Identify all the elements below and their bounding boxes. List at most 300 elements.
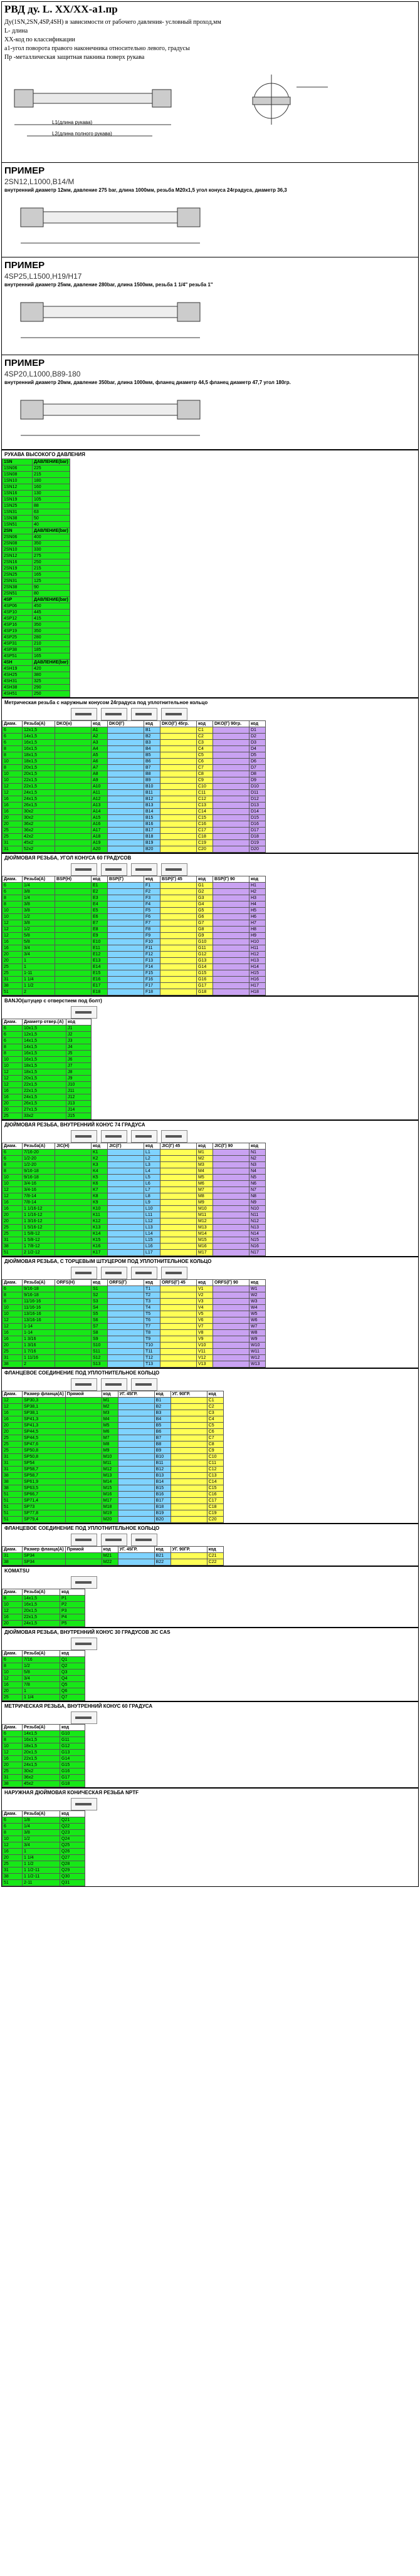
column-header: код <box>66 1019 92 1026</box>
table-cell <box>108 1156 144 1162</box>
fitting-icon <box>101 1267 127 1279</box>
table-cell <box>65 1423 102 1429</box>
table-cell <box>160 1286 197 1292</box>
table-cell: E7 <box>92 920 108 927</box>
table-cell: 6 <box>3 883 23 889</box>
hose-row <box>3 603 70 610</box>
table-row <box>3 1299 266 1305</box>
table-cell: A7 <box>92 765 108 771</box>
table-cell: 3/8 <box>23 889 55 895</box>
table-cell: C14 <box>197 809 213 815</box>
hose-schematic <box>2 62 418 162</box>
table-cell: C10 <box>197 784 213 790</box>
fitting-icon <box>131 863 157 876</box>
table-cell: K16 <box>92 1244 108 1250</box>
table-cell: 8 <box>3 1044 23 1051</box>
fitting-icon <box>101 708 127 720</box>
table-cell: B7 <box>144 765 160 771</box>
hose-code: 2SN12 <box>3 553 33 559</box>
table-cell: A11 <box>92 790 108 796</box>
table-cell: B12 <box>144 796 160 802</box>
table-cell <box>55 1181 92 1187</box>
column-header: код <box>60 1651 85 1657</box>
table-cell <box>108 964 144 970</box>
table-cell: 16x1,5 <box>23 1737 60 1743</box>
table-cell: Q27 <box>60 1855 85 1861</box>
table-cell: C5 <box>207 1423 223 1429</box>
table-cell <box>160 1311 197 1317</box>
table-cell <box>213 828 249 834</box>
table-cell: B15 <box>154 1485 171 1492</box>
hose-code: 2SN19 <box>3 566 33 572</box>
column-header: JIC(Г) <box>108 1143 144 1150</box>
table-cell: A19 <box>92 840 108 846</box>
table-cell: 20 <box>3 1218 23 1225</box>
table-cell: D7 <box>249 765 266 771</box>
table-row <box>3 989 266 995</box>
fitting-pictures <box>2 1710 418 1724</box>
table-cell <box>160 939 197 945</box>
table-cell: T7 <box>144 1324 160 1330</box>
table-row <box>3 752 266 759</box>
table-cell <box>65 1510 102 1517</box>
table-cell: B9 <box>144 777 160 784</box>
table-cell: 20 <box>3 821 23 828</box>
hose-row <box>3 666 70 672</box>
table-cell <box>213 765 249 771</box>
table-cell <box>55 1317 92 1324</box>
hose-code: 4SH38 <box>3 685 33 691</box>
table-row <box>3 1517 224 1523</box>
table-cell: M21 <box>102 1553 118 1559</box>
table-cell: 7/8 <box>23 1682 60 1688</box>
table-cell: G13 <box>60 1750 85 1756</box>
table-cell: 1/2 <box>23 1663 60 1670</box>
fitting-pictures <box>2 707 418 720</box>
table-cell <box>213 1206 249 1212</box>
table-cell: A18 <box>92 834 108 840</box>
table-cell: C7 <box>197 765 213 771</box>
hose-group-name: 4SH <box>3 660 33 666</box>
table-cell: 20 <box>3 1101 23 1107</box>
table-cell: 20 <box>3 1107 23 1113</box>
table-cell: D20 <box>249 846 266 853</box>
fitting-pictures <box>2 1797 418 1810</box>
table-row <box>3 1101 92 1107</box>
table-row <box>3 1150 266 1156</box>
fitting-icon <box>161 1130 187 1143</box>
table-cell <box>213 945 249 952</box>
hose-pressure: 350 <box>33 628 70 635</box>
table-cell: 12 <box>3 1069 23 1076</box>
table-row <box>3 1608 85 1614</box>
table-cell <box>55 1250 92 1256</box>
table-cell <box>160 840 197 846</box>
table-cell: C7 <box>207 1435 223 1441</box>
table-cell: J11 <box>66 1088 92 1094</box>
table-cell: 3/8 <box>23 908 55 914</box>
table-cell: 12 <box>3 920 23 927</box>
table-cell: 51 <box>3 1510 23 1517</box>
table-cell: D12 <box>249 796 266 802</box>
table-cell <box>160 1181 197 1187</box>
table-cell <box>213 1292 249 1299</box>
table-cell: 31 <box>3 1775 23 1781</box>
table-cell: 3/8 <box>23 901 55 908</box>
table-cell <box>160 1299 197 1305</box>
table-cell <box>213 740 249 746</box>
hose-code: 2SN16 <box>3 559 33 566</box>
table-cell: N14 <box>249 1231 266 1237</box>
hose-code: 4SP10 <box>3 610 33 616</box>
table-cell: M5 <box>102 1423 118 1429</box>
table-cell <box>118 1454 154 1460</box>
table-cell: N6 <box>249 1181 266 1187</box>
data-table <box>2 1546 224 1566</box>
table-cell: 10 <box>3 908 23 914</box>
table-section-metric60 <box>1 1701 419 1788</box>
table-cell: D9 <box>249 777 266 784</box>
table-cell: 1/2 <box>23 914 55 920</box>
hose-row <box>3 566 70 572</box>
table-row <box>3 1836 85 1842</box>
table-cell: W3 <box>249 1299 266 1305</box>
table-cell: G12 <box>60 1743 85 1750</box>
table-row <box>3 927 266 933</box>
table-cell: G17 <box>60 1775 85 1781</box>
table-cell: A1 <box>92 727 108 734</box>
table-cell: M4 <box>197 1168 213 1175</box>
table-cell <box>108 746 144 752</box>
table-cell: D17 <box>249 828 266 834</box>
table-cell: G7 <box>197 920 213 927</box>
table-cell <box>108 908 144 914</box>
column-header: Резьба(А) <box>23 1589 60 1596</box>
table-row <box>3 983 266 989</box>
table-row <box>3 1225 266 1231</box>
table-cell: 51 <box>3 1880 23 1886</box>
hose-code: 2SN51 <box>3 591 33 597</box>
table-cell <box>213 908 249 914</box>
legend-line: XX-код по классификации <box>4 36 75 43</box>
column-header: код <box>102 1391 118 1398</box>
fitting-icon <box>131 1267 157 1279</box>
table-cell <box>108 901 144 908</box>
table-cell: 24x1,5 <box>23 1621 60 1627</box>
table-cell: V12 <box>197 1355 213 1361</box>
table-cell: E3 <box>92 895 108 901</box>
fitting-icon <box>131 1378 157 1391</box>
table-cell: SP41,3 <box>23 1423 66 1429</box>
table-cell: Q23 <box>60 1830 85 1836</box>
hose-pressure: 420 <box>33 666 70 672</box>
table-cell: G14 <box>197 964 213 970</box>
example-code: 2SN12,L1000,B14/M <box>4 177 75 186</box>
table-cell <box>55 834 92 840</box>
table-cell <box>213 1324 249 1330</box>
table-cell: C4 <box>197 746 213 752</box>
table-cell: SP77,8 <box>23 1510 66 1517</box>
table-row <box>3 1343 266 1349</box>
table-cell: M2 <box>102 1404 118 1410</box>
table-cell: G18 <box>197 989 213 995</box>
column-header: код <box>92 876 108 883</box>
hose-row <box>3 610 70 616</box>
table-cell: 10 <box>3 1181 23 1187</box>
table-cell: E12 <box>92 952 108 958</box>
table-cell: 3/4 <box>23 1676 60 1682</box>
table-cell <box>213 977 249 983</box>
table-cell: N13 <box>249 1225 266 1231</box>
table-cell: 38 <box>3 1244 23 1250</box>
hose-code: 4SH51 <box>3 691 33 697</box>
table-row <box>3 1479 224 1485</box>
table-cell: H17 <box>249 983 266 989</box>
table-cell: 16 <box>3 1416 23 1423</box>
table-cell: G1 <box>197 883 213 889</box>
table-cell: 38 <box>3 1473 23 1479</box>
table-row <box>3 1416 224 1423</box>
table-cell: C18 <box>207 1504 223 1510</box>
hose-code: 1SN31 <box>3 509 33 516</box>
table-cell <box>65 1435 102 1441</box>
table-cell: B17 <box>154 1498 171 1504</box>
table-cell: G10 <box>197 939 213 945</box>
table-cell <box>160 1292 197 1299</box>
table-cell <box>213 1349 249 1355</box>
table-cell: E5 <box>92 908 108 914</box>
hose-pressure: 215 <box>33 566 70 572</box>
table-cell: L10 <box>144 1206 160 1212</box>
table-cell <box>55 840 92 846</box>
hose-row <box>3 685 70 691</box>
table-cell: 20 <box>3 815 23 821</box>
table-row <box>3 1113 92 1119</box>
table-cell <box>160 727 197 734</box>
table-cell: Q31 <box>60 1880 85 1886</box>
table-cell: K12 <box>92 1218 108 1225</box>
table-cell: 12 <box>3 1676 23 1682</box>
table-cell <box>108 752 144 759</box>
table-cell: M14 <box>102 1479 118 1485</box>
fitting-icon <box>101 1534 127 1546</box>
hose-pressure: 63 <box>33 509 70 516</box>
table-cell <box>108 784 144 790</box>
table-row <box>3 1695 85 1701</box>
table-cell <box>55 1349 92 1355</box>
table-cell: 3/8 <box>23 920 55 927</box>
table-row <box>3 1676 85 1682</box>
table-cell <box>160 1218 197 1225</box>
table-row <box>3 1088 92 1094</box>
table-cell: E11 <box>92 945 108 952</box>
table-cell: D1 <box>249 727 266 734</box>
table-cell: A9 <box>92 777 108 784</box>
hose-pressure: 40 <box>33 522 70 528</box>
table-cell: D8 <box>249 771 266 777</box>
table-cell <box>55 889 92 895</box>
table-cell: 5/8 <box>23 1670 60 1676</box>
table-cell <box>160 1168 197 1175</box>
table-cell: 7/8-14 <box>23 1200 55 1206</box>
column-header: код <box>92 721 108 727</box>
table-row <box>3 1874 85 1880</box>
table-cell: F7 <box>144 920 160 927</box>
table-cell <box>213 834 249 840</box>
table-row <box>3 1063 92 1069</box>
hose-pressure: 185 <box>33 647 70 653</box>
hose-row <box>3 541 70 547</box>
table-cell: SP30,3 <box>23 1398 66 1404</box>
table-cell <box>213 889 249 895</box>
table-cell: SP73 <box>23 1504 66 1510</box>
table-cell: 1 1/2 <box>23 983 55 989</box>
table-cell: T4 <box>144 1305 160 1311</box>
column-header: BSP(Г) 90 <box>213 876 249 883</box>
table-cell <box>108 952 144 958</box>
table-cell <box>118 1404 154 1410</box>
table-cell: G3 <box>197 895 213 901</box>
hose-pressure: 380 <box>33 672 70 678</box>
table-cell: 16 <box>3 1330 23 1336</box>
table-row <box>3 1553 224 1559</box>
table-cell: B7 <box>154 1435 171 1441</box>
table-cell <box>160 1355 197 1361</box>
table-row <box>3 1781 85 1787</box>
table-cell <box>213 901 249 908</box>
table-row <box>3 1454 224 1460</box>
table-cell: M6 <box>197 1181 213 1187</box>
table-cell: G4 <box>197 901 213 908</box>
table-cell: B20 <box>154 1517 171 1523</box>
column-header: Резьба(А) <box>23 1280 55 1286</box>
table-cell <box>160 914 197 920</box>
hose-row <box>3 522 70 528</box>
table-cell: 8 <box>3 765 23 771</box>
table-header-row <box>3 1651 85 1657</box>
table-cell: S12 <box>92 1355 108 1361</box>
table-cell: 11/16-16 <box>23 1305 55 1311</box>
table-cell <box>213 952 249 958</box>
table-cell <box>55 771 92 777</box>
table-cell <box>55 828 92 834</box>
table-row <box>3 1250 266 1256</box>
table-cell: 6 <box>3 1286 23 1292</box>
table-cell: Q28 <box>60 1861 85 1867</box>
table-cell <box>55 1237 92 1244</box>
table-section-flange <box>1 1368 419 1524</box>
table-cell <box>160 883 197 889</box>
table-cell <box>160 1225 197 1231</box>
table-cell: P2 <box>60 1602 85 1608</box>
table-cell <box>55 1343 92 1349</box>
table-row <box>3 790 266 796</box>
table-cell: 36x2 <box>23 821 55 828</box>
table-cell <box>108 828 144 834</box>
table-cell: B8 <box>154 1441 171 1448</box>
table-cell: C9 <box>207 1448 223 1454</box>
table-cell: 20 <box>3 1855 23 1861</box>
table-row <box>3 1181 266 1187</box>
table-cell: A15 <box>92 815 108 821</box>
fitting-icon <box>71 863 97 876</box>
table-cell: 18x1,5 <box>23 1743 60 1750</box>
table-cell: 36x2 <box>23 1775 60 1781</box>
fitting-icon <box>71 1267 97 1279</box>
table-cell <box>108 1244 144 1250</box>
hose-row <box>3 509 70 516</box>
table-cell <box>213 927 249 933</box>
table-cell: C16 <box>197 821 213 828</box>
column-header: Размер фланца(А) <box>23 1391 66 1398</box>
table-cell: H7 <box>249 920 266 927</box>
hose-code: 4SP51 <box>3 653 33 660</box>
table-cell <box>55 958 92 964</box>
table-cell: 12 <box>3 1193 23 1200</box>
table-cell: G12 <box>197 952 213 958</box>
table-cell: B13 <box>144 802 160 809</box>
table-cell: 1/4 <box>23 1824 60 1830</box>
data-table <box>2 876 266 995</box>
table-row <box>3 846 266 853</box>
table-cell: B2 <box>154 1404 171 1410</box>
table-cell: 1 7/16 <box>23 1349 55 1355</box>
fitting-icon <box>101 863 127 876</box>
table-cell: 16x1,5 <box>23 740 55 746</box>
table-cell: F16 <box>144 977 160 983</box>
table-cell: 33x2 <box>23 1113 66 1119</box>
table-cell: E1 <box>92 883 108 889</box>
table-cell <box>160 1349 197 1355</box>
hose-code: 4SP16 <box>3 622 33 628</box>
table-cell: C12 <box>197 796 213 802</box>
table-cell: V8 <box>197 1330 213 1336</box>
table-cell: D16 <box>249 821 266 828</box>
table-cell: 8 <box>3 1830 23 1836</box>
table-cell <box>108 1250 144 1256</box>
table-cell <box>108 765 144 771</box>
table-cell: T13 <box>144 1361 160 1368</box>
table-cell <box>160 752 197 759</box>
column-header: Диам. <box>3 1391 23 1398</box>
table-cell: A5 <box>92 752 108 759</box>
hose-group-column: ДАВЛЕНИЕ(bar) <box>33 660 70 666</box>
hose-code: 1SN16 <box>3 491 33 497</box>
table-cell: J13 <box>66 1101 92 1107</box>
table-cell: 38 <box>3 1361 23 1368</box>
table-cell <box>213 1175 249 1181</box>
table-cell: E17 <box>92 983 108 989</box>
table-cell: 12 <box>3 1398 23 1404</box>
legend-line: a1-угол поворота правого наконечника относительно левого, градусы <box>4 45 190 52</box>
table-cell <box>213 1218 249 1225</box>
table-cell: C22 <box>207 1559 223 1566</box>
table-cell <box>108 1330 144 1336</box>
table-row <box>3 727 266 734</box>
table-cell: 12 <box>3 784 23 790</box>
table-cell: D6 <box>249 759 266 765</box>
table-cell: 1/2-20 <box>23 1156 55 1162</box>
table-cell: M19 <box>102 1510 118 1517</box>
table-cell: T9 <box>144 1336 160 1343</box>
table-cell <box>160 1324 197 1330</box>
table-row <box>3 1336 266 1343</box>
table-cell <box>160 1156 197 1162</box>
column-header: DKO(Г) 90гр. <box>213 721 249 727</box>
table-header: ДЮЙМОВАЯ РЕЗЬБА, ВНУТРЕННИЙ КОНУС 30 ГРАДУСОВ JIC CAS <box>2 1628 418 1636</box>
table-cell: L9 <box>144 1200 160 1206</box>
table-cell: B19 <box>144 840 160 846</box>
